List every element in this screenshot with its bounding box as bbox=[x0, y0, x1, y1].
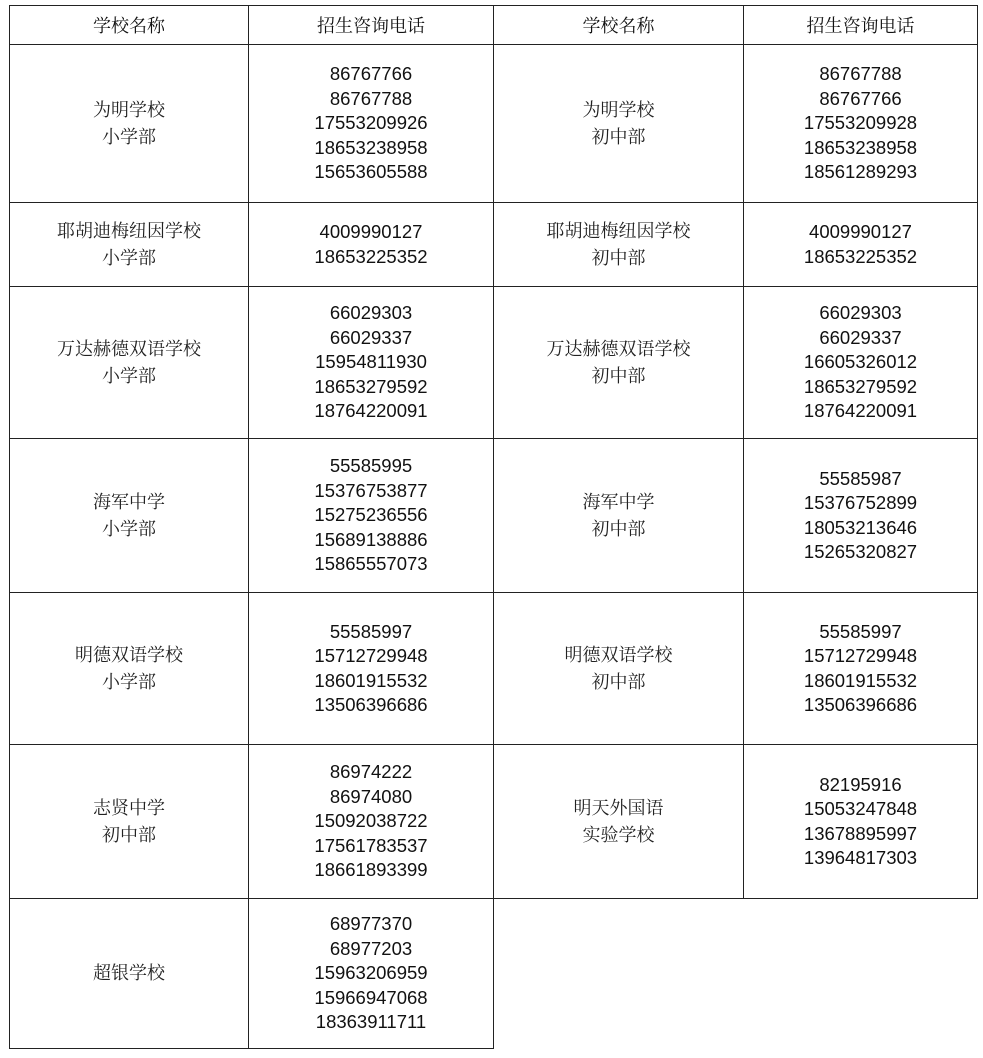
school-name-line: 初中部 bbox=[102, 824, 156, 846]
phone-number: 13506396686 bbox=[803, 694, 918, 715]
phone-number: 86974222 bbox=[329, 761, 413, 783]
phone-number: 18764220091 bbox=[803, 400, 918, 422]
header-school-name-left: 学校名称 bbox=[9, 5, 249, 45]
phone-number: 68977370 bbox=[329, 913, 413, 935]
phone-number: 15712729948 bbox=[314, 645, 428, 666]
phone-number: 13964817303 bbox=[803, 847, 918, 868]
phone-number: 18653279592 bbox=[314, 375, 428, 397]
school-name-cell bbox=[494, 203, 744, 287]
school-name-line: 耶胡迪梅纽因学校 bbox=[57, 220, 201, 242]
phone-number: 18601915532 bbox=[314, 669, 428, 691]
phone-number: 18661893399 bbox=[314, 859, 428, 881]
phone-number: 18653279592 bbox=[803, 375, 918, 397]
phone-number: 18601915532 bbox=[803, 669, 918, 691]
header-phone-left: 招生咨询电话 bbox=[249, 5, 494, 45]
school-name-line: 小学部 bbox=[102, 671, 156, 693]
school-name-line: 初中部 bbox=[591, 126, 646, 148]
phone-number: 16605326012 bbox=[803, 351, 918, 373]
phone-number: 18561289293 bbox=[803, 161, 918, 183]
school-name-cell bbox=[9, 45, 249, 203]
school-name-cell bbox=[494, 287, 744, 439]
phone-number: 82195916 bbox=[819, 773, 902, 795]
phone-number: 55585987 bbox=[819, 467, 902, 489]
school-name-line: 初中部 bbox=[591, 518, 646, 540]
school-name-cell bbox=[9, 899, 249, 1049]
school-name-line: 初中部 bbox=[591, 671, 646, 693]
phone-number: 15689138886 bbox=[314, 528, 428, 550]
phone-number: 15963206959 bbox=[314, 962, 428, 984]
school-name-cell bbox=[9, 203, 249, 287]
phone-number: 17553209928 bbox=[803, 112, 918, 134]
phone-number: 55585997 bbox=[329, 620, 413, 642]
phone-number: 4009990127 bbox=[809, 221, 912, 242]
header-phone-right: 招生咨询电话 bbox=[744, 5, 978, 45]
school-name-line: 初中部 bbox=[591, 247, 646, 269]
phone-number: 55585995 bbox=[329, 455, 413, 477]
school-name-line: 小学部 bbox=[102, 518, 156, 540]
phone-number: 15712729948 bbox=[803, 645, 918, 666]
phone-number: 13506396686 bbox=[314, 694, 428, 715]
phone-number: 4009990127 bbox=[319, 221, 423, 242]
school-name-line: 海军中学 bbox=[582, 491, 655, 513]
school-name-cell bbox=[9, 287, 249, 439]
phone-list-cell bbox=[744, 45, 978, 203]
phone-number: 86767766 bbox=[329, 63, 413, 85]
phone-number: 18653238958 bbox=[803, 136, 918, 158]
school-name-line: 万达赫德双语学校 bbox=[57, 338, 201, 360]
school-name-line: 小学部 bbox=[102, 365, 156, 387]
phone-number: 15092038722 bbox=[314, 810, 428, 832]
phone-number: 55585997 bbox=[819, 620, 902, 642]
phone-number: 18363911711 bbox=[315, 1011, 427, 1033]
phone-number: 18764220091 bbox=[314, 400, 428, 422]
phone-number: 15954811930 bbox=[315, 351, 427, 373]
phone-list-cell bbox=[249, 593, 494, 745]
phone-list-cell bbox=[744, 745, 978, 899]
school-name-cell bbox=[9, 593, 249, 745]
phone-number: 15653605588 bbox=[314, 161, 428, 183]
school-name-line: 小学部 bbox=[102, 126, 156, 148]
phone-number: 17561783537 bbox=[314, 834, 428, 856]
phone-number: 66029303 bbox=[329, 302, 413, 324]
phone-list-cell bbox=[249, 45, 494, 203]
school-name-line: 明天外国语 bbox=[573, 797, 664, 819]
empty-cell bbox=[744, 899, 978, 1049]
header-school-name-right: 学校名称 bbox=[494, 5, 744, 45]
phone-list-cell bbox=[744, 287, 978, 439]
school-name-line: 万达赫德双语学校 bbox=[546, 338, 691, 360]
school-name-line: 为明学校 bbox=[93, 99, 165, 121]
school-name-line: 为明学校 bbox=[582, 99, 655, 121]
phone-number: 18053213646 bbox=[803, 516, 918, 538]
phone-number: 86767788 bbox=[819, 63, 902, 85]
school-name-cell bbox=[494, 593, 744, 745]
phone-number: 66029337 bbox=[819, 326, 902, 348]
school-name-cell bbox=[9, 745, 249, 899]
phone-number: 18653225352 bbox=[314, 245, 428, 267]
empty-cell bbox=[494, 899, 744, 1049]
phone-number: 18653225352 bbox=[803, 245, 918, 267]
phone-number: 17553209926 bbox=[314, 112, 428, 134]
school-name-cell bbox=[494, 745, 744, 899]
phone-number: 13678895997 bbox=[803, 822, 918, 844]
school-name-line: 明德双语学校 bbox=[75, 644, 183, 666]
phone-number: 15376752899 bbox=[803, 492, 918, 513]
phone-list-cell bbox=[744, 439, 978, 593]
phone-number: 66029337 bbox=[329, 326, 413, 348]
phone-number: 86767766 bbox=[819, 87, 902, 109]
phone-number: 68977203 bbox=[329, 937, 413, 959]
phone-list-cell bbox=[249, 745, 494, 899]
school-name-line: 志贤中学 bbox=[93, 797, 165, 819]
school-name-line: 小学部 bbox=[102, 247, 156, 269]
school-phone-table bbox=[9, 5, 978, 1049]
phone-number: 15966947068 bbox=[314, 986, 428, 1008]
phone-number: 15053247848 bbox=[803, 798, 918, 819]
phone-number: 66029303 bbox=[819, 302, 902, 324]
phone-list-cell bbox=[249, 439, 494, 593]
phone-number: 15865557073 bbox=[314, 553, 428, 575]
school-name-line: 初中部 bbox=[591, 365, 646, 387]
school-name-line: 耶胡迪梅纽因学校 bbox=[546, 220, 691, 242]
school-name-line: 超银学校 bbox=[93, 963, 165, 984]
phone-list-cell bbox=[249, 287, 494, 439]
phone-number: 86974080 bbox=[329, 785, 413, 807]
school-name-line: 明德双语学校 bbox=[564, 644, 673, 666]
phone-list-cell bbox=[249, 899, 494, 1049]
phone-number: 15265320827 bbox=[803, 541, 918, 562]
phone-list-cell bbox=[249, 203, 494, 287]
school-name-cell bbox=[494, 439, 744, 593]
phone-number: 86767788 bbox=[329, 87, 413, 109]
school-name-cell bbox=[494, 45, 744, 203]
phone-list-cell bbox=[744, 593, 978, 745]
phone-list-cell bbox=[744, 203, 978, 287]
phone-number: 18653238958 bbox=[314, 136, 428, 158]
phone-number: 15376753877 bbox=[314, 479, 428, 501]
school-name-cell bbox=[9, 439, 249, 593]
school-name-line: 海军中学 bbox=[93, 491, 165, 513]
phone-number: 15275236556 bbox=[314, 504, 428, 526]
school-name-line: 实验学校 bbox=[582, 824, 655, 846]
